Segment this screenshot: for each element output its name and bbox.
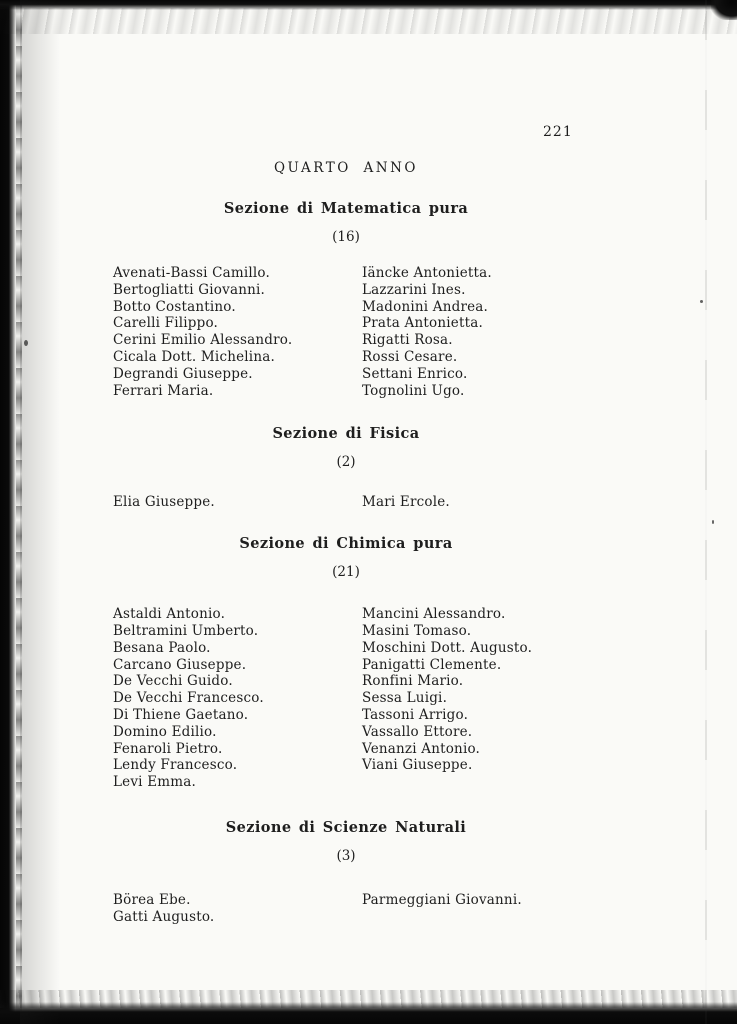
name-item: Fenaroli Pietro. [113, 740, 223, 757]
name-column-right [344, 606, 596, 791]
name-item: Sessa Luigi. [362, 690, 448, 707]
name-column-left [96, 494, 344, 511]
section [96, 200, 596, 399]
name-item: Levi Emma. [113, 774, 196, 791]
section-title: Sezione di Scienze Naturali [225, 818, 467, 836]
name-item: De Vecchi Francesco. [113, 690, 264, 707]
name-item: Elia Giuseppe. [113, 494, 215, 511]
scan-edge-bottom-streaks [0, 990, 737, 1008]
name-item: Madonini Andrea. [362, 298, 489, 315]
name-item: Cerini Emilio Alessandro. [113, 332, 293, 349]
year-heading: QUARTO ANNO [273, 160, 418, 176]
name-column-right [344, 265, 596, 399]
name-item: Botto Costantino. [113, 298, 236, 315]
section [96, 425, 596, 511]
name-item: Avenati-Bassi Camillo. [113, 265, 271, 281]
name-item: Bertogliatti Giovanni. [113, 281, 266, 298]
scan-edge-left [0, 0, 16, 1024]
scan-speck [24, 340, 28, 346]
name-item: Prata Antonietta. [362, 315, 483, 332]
name-item: Carelli Filippo. [113, 315, 219, 332]
name-column-right [344, 494, 596, 511]
section-title: Sezione di Chimica pura [239, 535, 453, 553]
name-item: Besana Paolo. [113, 639, 211, 656]
name-columns [96, 265, 596, 399]
name-item: Lazzarini Ines. [362, 281, 466, 298]
name-item: Ferrari Maria. [113, 382, 214, 399]
section-count: (3) [336, 847, 356, 864]
name-item: Masini Tomaso. [362, 622, 472, 639]
name-item: De Vecchi Guido. [113, 673, 233, 690]
name-item: Gatti Augusto. [113, 908, 215, 925]
name-item: Rigatti Rosa. [362, 332, 453, 349]
scan-speck [712, 520, 714, 524]
section-title: Sezione di Matematica pura [223, 200, 469, 217]
page-number: 221 [543, 124, 573, 140]
name-item: Vassallo Ettore. [362, 723, 473, 740]
name-column-right [344, 892, 596, 926]
section-count: (2) [336, 454, 356, 471]
name-column-left [96, 892, 344, 926]
section [96, 819, 596, 926]
name-item: Carcano Giuseppe. [113, 656, 247, 673]
name-item: Rossi Cesare. [362, 348, 458, 365]
name-item: Venanzi Antonio. [362, 740, 481, 757]
name-item: Cicala Dott. Michelina. [113, 348, 275, 365]
name-item: Viani Giuseppe. [362, 757, 473, 774]
section-count: (21) [332, 564, 360, 581]
name-column-left [96, 265, 344, 399]
name-columns [96, 494, 596, 511]
name-item: Beltramini Umberto. [113, 622, 259, 639]
name-item: Panigatti Clemente. [362, 656, 502, 673]
name-item: Settani Enrico. [362, 365, 468, 382]
scan-right-edge-line [705, 0, 707, 1024]
name-item: Astaldi Antonio. [113, 606, 226, 623]
name-item: Domino Edilio. [113, 723, 217, 740]
name-item: Tognolini Ugo. [362, 382, 465, 399]
page-content [96, 0, 596, 926]
name-item: Tassoni Arrigo. [362, 706, 469, 723]
name-item: Lendy Francesco. [113, 757, 238, 774]
section-count: (16) [332, 229, 360, 245]
name-item: Ronfini Mario. [362, 673, 464, 690]
name-columns [96, 892, 596, 926]
name-item: Börea Ebe. [113, 891, 191, 908]
name-item: Moschini Dott. Augusto. [362, 639, 533, 656]
name-item: Iäncke Antonietta. [362, 265, 492, 281]
name-columns [96, 606, 596, 791]
name-item: Parmeggiani Giovanni. [362, 891, 522, 908]
name-item: Di Thiene Gaetano. [113, 706, 249, 723]
scan-spine-shadow [20, 0, 60, 1024]
name-item: Mari Ercole. [362, 494, 450, 511]
name-column-left [96, 606, 344, 791]
scan-speck [700, 300, 703, 303]
section-title: Sezione di Fisica [272, 425, 420, 443]
name-item: Mancini Alessandro. [362, 606, 506, 623]
name-item: Degrandi Giuseppe. [113, 365, 253, 382]
section [96, 535, 596, 791]
scan-corner-mark [711, 0, 737, 20]
sections-container [96, 200, 596, 926]
